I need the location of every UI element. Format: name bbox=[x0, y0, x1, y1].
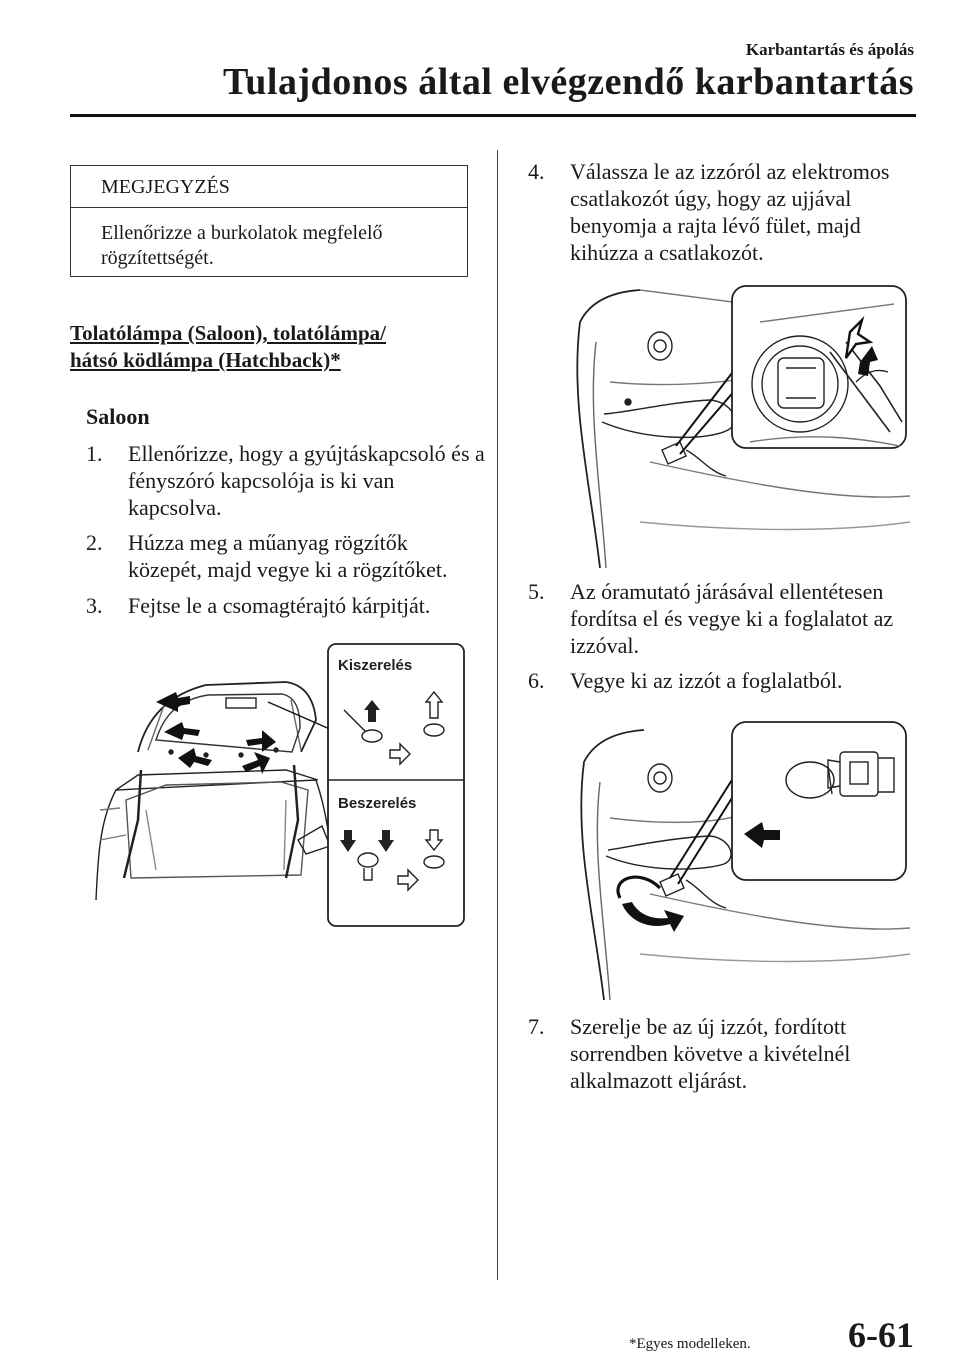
section-heading-line2: hátsó ködlámpa (Hatchback)* bbox=[70, 348, 341, 372]
connector-removal-illustration bbox=[510, 282, 910, 572]
section-heading-line1: Tolatólámpa (Saloon), tolatólámpa/ bbox=[70, 321, 387, 345]
header-rule bbox=[70, 114, 916, 117]
footnote: *Egyes modelleken. bbox=[629, 1336, 751, 1352]
step-number: 7. bbox=[528, 1014, 545, 1039]
step-number: 3. bbox=[86, 593, 103, 618]
chapter-title: Karbantartás és ápolás bbox=[745, 40, 914, 59]
step-text: Válassza le az izzóról az elektromos csatlakozót úgy, hogy az ujjával benyomja a rajta lévő fület, majd kihúzza a csatlakozót. bbox=[570, 159, 890, 265]
note-heading: MEGJEGYZÉS bbox=[71, 166, 467, 208]
removal-label: Kiszerelés bbox=[338, 657, 413, 674]
step-text: Az óramutató járásával ellentétesen fordítsa el és vegye ki a foglalatot az izzóval. bbox=[570, 579, 894, 658]
step-5 bbox=[528, 578, 928, 659]
installation-label: Beszerelés bbox=[338, 795, 417, 812]
step-1 bbox=[86, 440, 486, 521]
step-number: 4. bbox=[528, 159, 545, 184]
page-number: 6-61 bbox=[848, 1315, 914, 1355]
note-box bbox=[70, 165, 468, 277]
column-divider bbox=[497, 150, 498, 1280]
page-title: Tulajdonos által elvégzendő karbantartás bbox=[222, 61, 914, 103]
step-text: Ellenőrizze, hogy a gyújtáskapcsoló és a fényszóró kapcsolója is ki van kapcsolva. bbox=[128, 441, 485, 520]
step-6 bbox=[528, 667, 928, 694]
step-number: 2. bbox=[86, 530, 103, 555]
step-text: Fejtse le a csomagtérajtó kárpitját. bbox=[128, 593, 431, 618]
section-heading bbox=[70, 320, 386, 374]
step-number: 1. bbox=[86, 441, 103, 466]
step-text: Szerelje be az új izzót, fordított sorrendben követve a kivételnél alkalmazott eljárást. bbox=[570, 1014, 851, 1093]
step-7 bbox=[528, 1013, 928, 1094]
step-number: 5. bbox=[528, 579, 545, 604]
trunk-trim-illustration bbox=[86, 640, 468, 930]
step-4 bbox=[528, 158, 928, 266]
subheading-saloon: Saloon bbox=[86, 404, 150, 429]
step-text: Húzza meg a műanyag rögzítők közepét, majd vegye ki a rögzítőket. bbox=[128, 530, 448, 582]
step-text: Vegye ki az izzót a foglalatból. bbox=[570, 668, 843, 693]
note-text: Ellenőrizze a burkolatok megfelelő rögzítettségét. bbox=[101, 222, 383, 269]
socket-removal-illustration bbox=[510, 718, 910, 1004]
step-number: 6. bbox=[528, 668, 545, 693]
step-3 bbox=[86, 592, 486, 619]
step-2 bbox=[86, 529, 486, 583]
